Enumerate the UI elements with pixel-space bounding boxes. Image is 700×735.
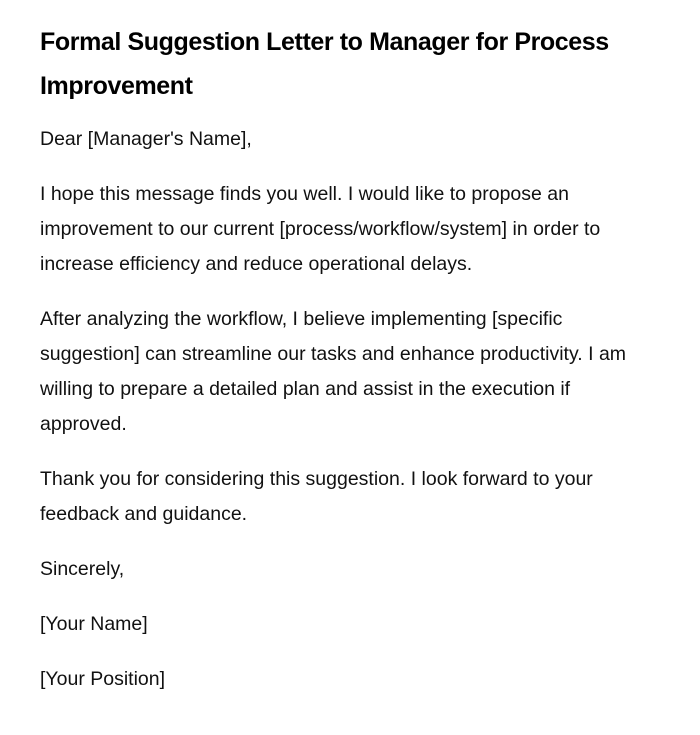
page-title: Formal Suggestion Letter to Manager for Process Improvement [40,28,609,100]
signature-position: [Your Position] [40,668,166,690]
body-paragraph-thanks: Thank you for considering this suggestion. I look forward to your feedback and guidance. [40,468,593,525]
body-paragraph-proposal: After analyzing the workflow, I believe implementing [specific suggestion] can streamline our tasks and enhance productivity. I am willing to prepare a detailed plan and assist in the execution if approved. [40,308,627,435]
salutation: Dear [Manager's Name], [40,128,252,150]
body-paragraph-intro: I hope this message finds you well. I would like to propose an improvement to our current [process/workflow/system] in order to increase efficiency and reduce operational delays. [40,183,601,275]
closing: Sincerely, [40,558,125,580]
signature-name: [Your Name] [40,613,148,635]
